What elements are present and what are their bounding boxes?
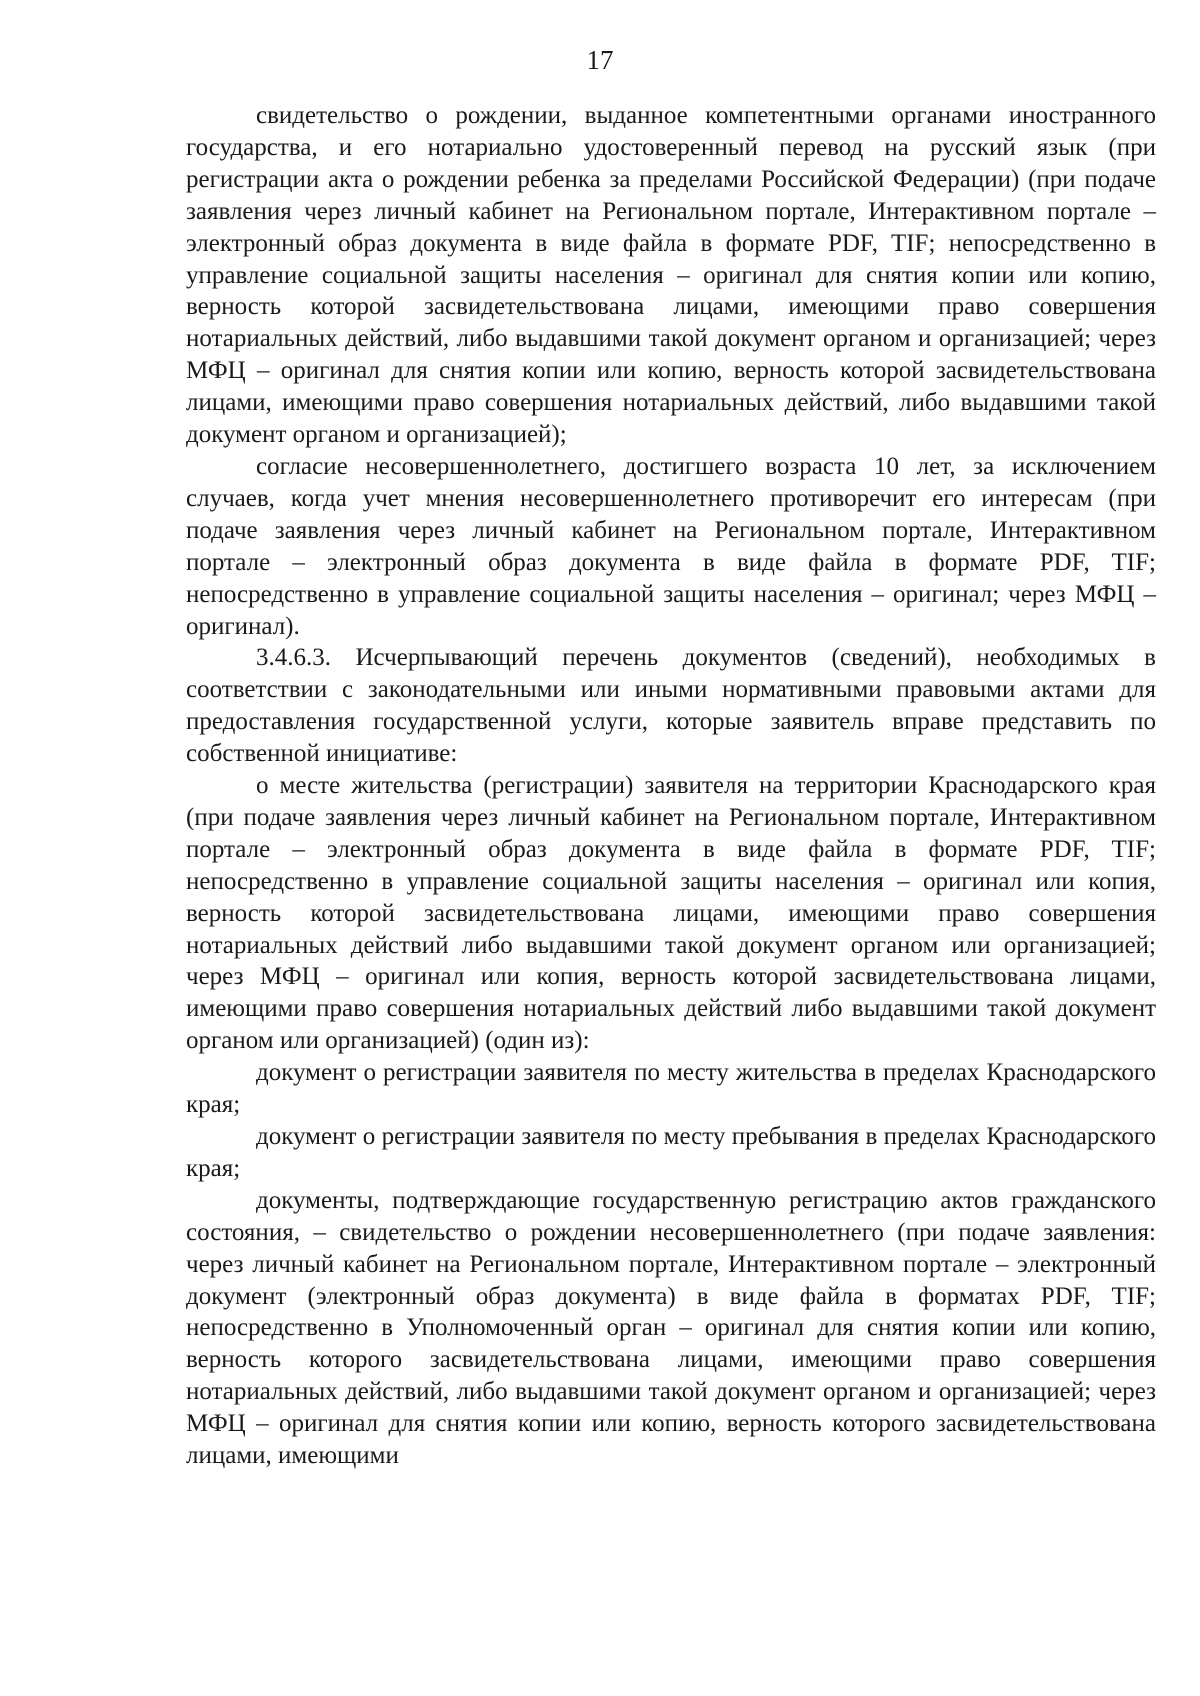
paragraph-place-of-residence: о месте жительства (регистрации) заявителя на территории Краснодарского края (при подаче заявления через личный кабинет на Региональном портале, Интерактивном портале – электронный образ документа в виде файла в формате PDF, TIF; непосредственно в управление социальной защиты населения – оригинал или копия, верность которой засвидетельствована лицами, имеющими право совершения нотариальных действий либо выдавшими такой документ органом или организацией; через МФЦ – оригинал или копия, верность которой засвидетельствована лицами, имеющими право совершения нотариальных действий либо выдавшими такой документ органом или организацией) (один из): — [186, 772, 1156, 1055]
paragraph-civil-status-acts: документы, подтверждающие государственную регистрацию актов гражданского состояния, – свидетельство о рождении несовершеннолетнего (при подаче заявления: через личный кабинет на Региональном портале, Интерактивном портале – электронный документ (электронный образ документа) в виде файла в форматах PDF, TIF; непосредственно в Уполномоченный орган – оригинал для снятия копии или копию, верность которого засвидетельствована лицами, имеющими право совершения нотариальных действий, либо выдавшими такой документ органом и организацией; через МФЦ – оригинал для снятия копии или копию, верность которого засвидетельствована лицами, имеющими — [186, 1186, 1156, 1470]
paragraph-minor-consent: согласие несовершеннолетнего, достигшего возраста 10 лет, за исключением случаев, когда учет мнения несовершеннолетнего противоречит его интересам (при подаче заявления через личный кабинет на Региональном портале, Интерактивном портале – электронный образ документа в виде файла в формате PDF, TIF; непосредственно в управление социальной защиты населения – оригинал; через МФЦ – оригинал). — [186, 452, 1156, 640]
paragraph-birth-certificate-foreign: свидетельство о рождении, выданное компетентными органами иностранного государства, и его нотариально удостоверенный перевод на русский язык (при регистрации акта о рождении ребенка за пределами Российской Федерации) (при подаче заявления через личный кабинет на Региональном портале, Интерактивном портале – электронный образ документа в виде файла в формате PDF, TIF; непосредственно в управление социальной защиты населения – оригинал для снятия копии или копию, верность которой засвидетельствована лицами, имеющими право совершения нотариальных действий, либо выдавшими такой документ органом и организацией; через МФЦ – оригинал для снятия копии или копию, верность которой засвидетельствована лицами, имеющими право совершения нотариальных действий, либо выдавшими такой документ органом и организацией); — [186, 102, 1156, 449]
page-number: 17 — [586, 45, 614, 75]
paragraph-section-3-4-6-3: 3.4.6.3. Исчерпывающий перечень документов (сведений), необходимых в соответствии с законодательными или иными нормативными правовыми актами для предоставления государственной услуги, которые заявитель вправе представить по собственной инициативе: — [186, 644, 1156, 768]
paragraph-residence-registration: документ о регистрации заявителя по месту жительства в пределах Краснодарского края; — [186, 1059, 1156, 1119]
document-body — [186, 100, 1156, 1472]
paragraph-stay-registration: документ о регистрации заявителя по месту пребывания в пределах Краснодарского края; — [186, 1123, 1156, 1182]
